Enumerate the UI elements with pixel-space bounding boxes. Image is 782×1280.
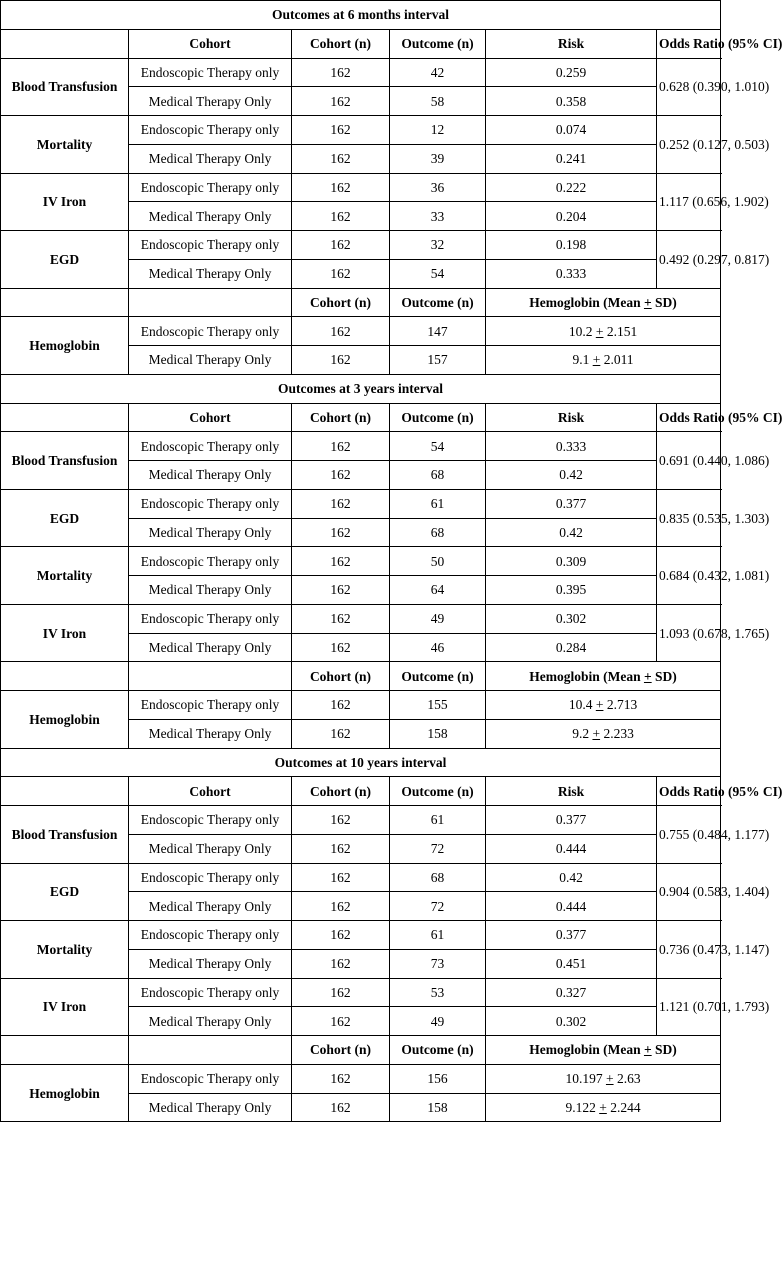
header-hemoglobin: Hemoglobin (Mean + SD) bbox=[486, 288, 721, 317]
header-outcome-n: Outcome (n) bbox=[390, 29, 486, 58]
cohort-cell: Medical Therapy Only bbox=[129, 259, 292, 288]
cohort-cell: Medical Therapy Only bbox=[129, 892, 292, 921]
risk-cell: 0.241 bbox=[486, 144, 657, 173]
outcome-n-cell: 50 bbox=[390, 547, 486, 576]
header-cohort: Cohort bbox=[129, 403, 292, 432]
header-odds-ratio: Odds Ratio (95% CI) bbox=[657, 777, 721, 806]
cohort-cell: Endoscopic Therapy only bbox=[129, 489, 292, 518]
cohort-n-cell: 162 bbox=[292, 633, 390, 662]
risk-cell: 0.42 bbox=[486, 518, 657, 547]
risk-cell: 0.451 bbox=[486, 949, 657, 978]
section-title: Outcomes at 3 years interval bbox=[1, 374, 721, 403]
cohort-n-cell: 162 bbox=[292, 949, 390, 978]
header-blank bbox=[1, 662, 129, 691]
outcome-n-cell: 72 bbox=[390, 834, 486, 863]
outcomes-table-body bbox=[1, 1, 782, 1122]
header-outcome-n: Outcome (n) bbox=[390, 288, 486, 317]
outcome-name: IV Iron bbox=[1, 978, 129, 1036]
header-blank bbox=[1, 403, 129, 432]
outcome-name: Hemoglobin bbox=[1, 691, 129, 749]
cohort-cell: Endoscopic Therapy only bbox=[129, 921, 292, 950]
hemoglobin-header-row bbox=[1, 662, 721, 691]
table-row bbox=[1, 921, 721, 950]
header-cohort-n: Cohort (n) bbox=[292, 29, 390, 58]
section-title: Outcomes at 6 months interval bbox=[1, 1, 721, 30]
cohort-n-cell: 162 bbox=[292, 863, 390, 892]
cohort-cell: Medical Therapy Only bbox=[129, 144, 292, 173]
cohort-cell: Medical Therapy Only bbox=[129, 576, 292, 605]
table-row bbox=[1, 173, 721, 202]
cohort-cell: Medical Therapy Only bbox=[129, 1007, 292, 1036]
outcome-name: Blood Transfusion bbox=[1, 806, 129, 864]
outcome-n-cell: 58 bbox=[390, 87, 486, 116]
risk-cell: 0.377 bbox=[486, 806, 657, 835]
header-cohort-n: Cohort (n) bbox=[292, 288, 390, 317]
cohort-n-cell: 162 bbox=[292, 87, 390, 116]
cohort-n-cell: 162 bbox=[292, 978, 390, 1007]
odds-ratio-cell: 0.691 (0.440, 1.086) bbox=[657, 432, 721, 490]
table-row bbox=[1, 547, 721, 576]
outcome-name: Mortality bbox=[1, 116, 129, 174]
section-title-row bbox=[1, 374, 721, 403]
risk-cell: 0.377 bbox=[486, 921, 657, 950]
cohort-n-cell: 162 bbox=[292, 604, 390, 633]
cohort-cell: Medical Therapy Only bbox=[129, 1093, 292, 1122]
outcome-n-cell: 158 bbox=[390, 719, 486, 748]
header-odds-ratio: Odds Ratio (95% CI) bbox=[657, 403, 721, 432]
cohort-n-cell: 162 bbox=[292, 116, 390, 145]
table-row bbox=[1, 806, 721, 835]
header-blank bbox=[129, 288, 292, 317]
cohort-n-cell: 162 bbox=[292, 317, 390, 346]
outcome-n-cell: 32 bbox=[390, 231, 486, 260]
cohort-cell: Medical Therapy Only bbox=[129, 633, 292, 662]
cohort-cell: Endoscopic Therapy only bbox=[129, 863, 292, 892]
cohort-n-cell: 162 bbox=[292, 173, 390, 202]
risk-cell: 0.444 bbox=[486, 892, 657, 921]
outcome-n-cell: 39 bbox=[390, 144, 486, 173]
outcome-name: Hemoglobin bbox=[1, 1064, 129, 1122]
cohort-cell: Endoscopic Therapy only bbox=[129, 978, 292, 1007]
cohort-n-cell: 162 bbox=[292, 547, 390, 576]
outcome-n-cell: 68 bbox=[390, 518, 486, 547]
hemoglobin-value-cell: 9.1 + 2.011 bbox=[486, 346, 721, 375]
odds-ratio-cell: 0.755 (0.484, 1.177) bbox=[657, 806, 721, 864]
header-row bbox=[1, 403, 721, 432]
cohort-n-cell: 162 bbox=[292, 1093, 390, 1122]
cohort-cell: Endoscopic Therapy only bbox=[129, 231, 292, 260]
risk-cell: 0.074 bbox=[486, 116, 657, 145]
odds-ratio-cell: 0.492 (0.297, 0.817) bbox=[657, 231, 721, 289]
cohort-n-cell: 162 bbox=[292, 719, 390, 748]
cohort-cell: Endoscopic Therapy only bbox=[129, 691, 292, 720]
outcome-n-cell: 73 bbox=[390, 949, 486, 978]
risk-cell: 0.222 bbox=[486, 173, 657, 202]
cohort-n-cell: 162 bbox=[292, 58, 390, 87]
cohort-n-cell: 162 bbox=[292, 806, 390, 835]
outcome-n-cell: 158 bbox=[390, 1093, 486, 1122]
header-row bbox=[1, 777, 721, 806]
header-hemoglobin: Hemoglobin (Mean + SD) bbox=[486, 662, 721, 691]
risk-cell: 0.395 bbox=[486, 576, 657, 605]
header-hemoglobin: Hemoglobin (Mean + SD) bbox=[486, 1036, 721, 1065]
header-outcome-n: Outcome (n) bbox=[390, 403, 486, 432]
cohort-n-cell: 162 bbox=[292, 202, 390, 231]
cohort-cell: Endoscopic Therapy only bbox=[129, 116, 292, 145]
odds-ratio-cell: 0.628 (0.390, 1.010) bbox=[657, 58, 721, 116]
risk-cell: 0.358 bbox=[486, 87, 657, 116]
table-row bbox=[1, 432, 721, 461]
cohort-cell: Endoscopic Therapy only bbox=[129, 1064, 292, 1093]
cohort-n-cell: 162 bbox=[292, 1064, 390, 1093]
cohort-cell: Medical Therapy Only bbox=[129, 461, 292, 490]
outcome-name: Hemoglobin bbox=[1, 317, 129, 375]
cohort-cell: Endoscopic Therapy only bbox=[129, 173, 292, 202]
section-title-row bbox=[1, 748, 721, 777]
cohort-n-cell: 162 bbox=[292, 1007, 390, 1036]
header-cohort: Cohort bbox=[129, 777, 292, 806]
outcome-n-cell: 64 bbox=[390, 576, 486, 605]
risk-cell: 0.302 bbox=[486, 604, 657, 633]
risk-cell: 0.42 bbox=[486, 863, 657, 892]
table-row bbox=[1, 604, 721, 633]
cohort-n-cell: 162 bbox=[292, 259, 390, 288]
outcome-n-cell: 61 bbox=[390, 921, 486, 950]
cohort-cell: Endoscopic Therapy only bbox=[129, 806, 292, 835]
outcome-n-cell: 157 bbox=[390, 346, 486, 375]
table-row bbox=[1, 489, 721, 518]
risk-cell: 0.204 bbox=[486, 202, 657, 231]
cohort-n-cell: 162 bbox=[292, 346, 390, 375]
table-row bbox=[1, 317, 721, 346]
cohort-cell: Endoscopic Therapy only bbox=[129, 58, 292, 87]
risk-cell: 0.444 bbox=[486, 834, 657, 863]
odds-ratio-cell: 0.252 (0.127, 0.503) bbox=[657, 116, 721, 174]
header-outcome-n: Outcome (n) bbox=[390, 1036, 486, 1065]
cohort-cell: Medical Therapy Only bbox=[129, 346, 292, 375]
cohort-cell: Medical Therapy Only bbox=[129, 518, 292, 547]
risk-cell: 0.198 bbox=[486, 231, 657, 260]
header-risk: Risk bbox=[486, 29, 657, 58]
risk-cell: 0.259 bbox=[486, 58, 657, 87]
odds-ratio-cell: 1.117 (0.656, 1.902) bbox=[657, 173, 721, 231]
cohort-n-cell: 162 bbox=[292, 691, 390, 720]
cohort-n-cell: 162 bbox=[292, 921, 390, 950]
header-blank bbox=[1, 29, 129, 58]
table-row bbox=[1, 1064, 721, 1093]
odds-ratio-cell: 0.684 (0.432, 1.081) bbox=[657, 547, 721, 605]
section-title-row bbox=[1, 1, 721, 30]
outcome-n-cell: 61 bbox=[390, 806, 486, 835]
header-cohort-n: Cohort (n) bbox=[292, 1036, 390, 1065]
table-row bbox=[1, 863, 721, 892]
outcome-name: EGD bbox=[1, 489, 129, 547]
cohort-n-cell: 162 bbox=[292, 892, 390, 921]
outcome-name: EGD bbox=[1, 863, 129, 921]
odds-ratio-cell: 1.093 (0.678, 1.765) bbox=[657, 604, 721, 662]
outcome-name: IV Iron bbox=[1, 173, 129, 231]
cohort-cell: Endoscopic Therapy only bbox=[129, 547, 292, 576]
cohort-n-cell: 162 bbox=[292, 231, 390, 260]
outcome-n-cell: 61 bbox=[390, 489, 486, 518]
header-outcome-n: Outcome (n) bbox=[390, 662, 486, 691]
outcome-n-cell: 68 bbox=[390, 461, 486, 490]
odds-ratio-cell: 0.736 (0.473, 1.147) bbox=[657, 921, 721, 979]
table-row bbox=[1, 691, 721, 720]
header-cohort: Cohort bbox=[129, 29, 292, 58]
outcome-n-cell: 36 bbox=[390, 173, 486, 202]
header-cohort-n: Cohort (n) bbox=[292, 777, 390, 806]
cohort-cell: Medical Therapy Only bbox=[129, 719, 292, 748]
table-row bbox=[1, 231, 721, 260]
risk-cell: 0.302 bbox=[486, 1007, 657, 1036]
outcome-n-cell: 147 bbox=[390, 317, 486, 346]
risk-cell: 0.309 bbox=[486, 547, 657, 576]
cohort-n-cell: 162 bbox=[292, 461, 390, 490]
odds-ratio-cell: 0.904 (0.583, 1.404) bbox=[657, 863, 721, 921]
outcome-n-cell: 155 bbox=[390, 691, 486, 720]
hemoglobin-value-cell: 10.4 + 2.713 bbox=[486, 691, 721, 720]
hemoglobin-value-cell: 10.2 + 2.151 bbox=[486, 317, 721, 346]
cohort-n-cell: 162 bbox=[292, 144, 390, 173]
header-risk: Risk bbox=[486, 777, 657, 806]
header-cohort-n: Cohort (n) bbox=[292, 662, 390, 691]
header-blank bbox=[1, 288, 129, 317]
outcome-n-cell: 42 bbox=[390, 58, 486, 87]
cohort-n-cell: 162 bbox=[292, 489, 390, 518]
header-blank bbox=[129, 662, 292, 691]
outcome-n-cell: 72 bbox=[390, 892, 486, 921]
risk-cell: 0.42 bbox=[486, 461, 657, 490]
hemoglobin-value-cell: 9.122 + 2.244 bbox=[486, 1093, 721, 1122]
header-odds-ratio: Odds Ratio (95% CI) bbox=[657, 29, 721, 58]
outcome-n-cell: 33 bbox=[390, 202, 486, 231]
hemoglobin-value-cell: 10.197 + 2.63 bbox=[486, 1064, 721, 1093]
outcome-n-cell: 54 bbox=[390, 259, 486, 288]
outcome-name: Mortality bbox=[1, 547, 129, 605]
header-outcome-n: Outcome (n) bbox=[390, 777, 486, 806]
cohort-cell: Medical Therapy Only bbox=[129, 834, 292, 863]
table-row bbox=[1, 58, 721, 87]
header-cohort-n: Cohort (n) bbox=[292, 403, 390, 432]
outcome-n-cell: 53 bbox=[390, 978, 486, 1007]
outcome-n-cell: 156 bbox=[390, 1064, 486, 1093]
odds-ratio-cell: 1.121 (0.701, 1.793) bbox=[657, 978, 721, 1036]
risk-cell: 0.327 bbox=[486, 978, 657, 1007]
section-title: Outcomes at 10 years interval bbox=[1, 748, 721, 777]
outcome-n-cell: 54 bbox=[390, 432, 486, 461]
cohort-cell: Medical Therapy Only bbox=[129, 202, 292, 231]
outcome-n-cell: 49 bbox=[390, 604, 486, 633]
cohort-n-cell: 162 bbox=[292, 518, 390, 547]
cohort-cell: Endoscopic Therapy only bbox=[129, 317, 292, 346]
outcome-name: IV Iron bbox=[1, 604, 129, 662]
header-blank bbox=[1, 777, 129, 806]
hemoglobin-value-cell: 9.2 + 2.233 bbox=[486, 719, 721, 748]
outcome-n-cell: 68 bbox=[390, 863, 486, 892]
outcome-name: Blood Transfusion bbox=[1, 432, 129, 490]
cohort-cell: Medical Therapy Only bbox=[129, 87, 292, 116]
cohort-n-cell: 162 bbox=[292, 576, 390, 605]
table-row bbox=[1, 978, 721, 1007]
header-row bbox=[1, 29, 721, 58]
cohort-cell: Medical Therapy Only bbox=[129, 949, 292, 978]
cohort-n-cell: 162 bbox=[292, 432, 390, 461]
risk-cell: 0.377 bbox=[486, 489, 657, 518]
outcome-n-cell: 12 bbox=[390, 116, 486, 145]
outcome-n-cell: 49 bbox=[390, 1007, 486, 1036]
odds-ratio-cell: 0.835 (0.535, 1.303) bbox=[657, 489, 721, 547]
header-blank bbox=[1, 1036, 129, 1065]
table-row bbox=[1, 116, 721, 145]
cohort-cell: Endoscopic Therapy only bbox=[129, 432, 292, 461]
risk-cell: 0.333 bbox=[486, 432, 657, 461]
header-risk: Risk bbox=[486, 403, 657, 432]
header-blank bbox=[129, 1036, 292, 1065]
outcome-name: EGD bbox=[1, 231, 129, 289]
risk-cell: 0.333 bbox=[486, 259, 657, 288]
outcome-name: Blood Transfusion bbox=[1, 58, 129, 116]
hemoglobin-header-row bbox=[1, 1036, 721, 1065]
outcome-name: Mortality bbox=[1, 921, 129, 979]
risk-cell: 0.284 bbox=[486, 633, 657, 662]
outcome-n-cell: 46 bbox=[390, 633, 486, 662]
cohort-cell: Endoscopic Therapy only bbox=[129, 604, 292, 633]
hemoglobin-header-row bbox=[1, 288, 721, 317]
cohort-n-cell: 162 bbox=[292, 834, 390, 863]
